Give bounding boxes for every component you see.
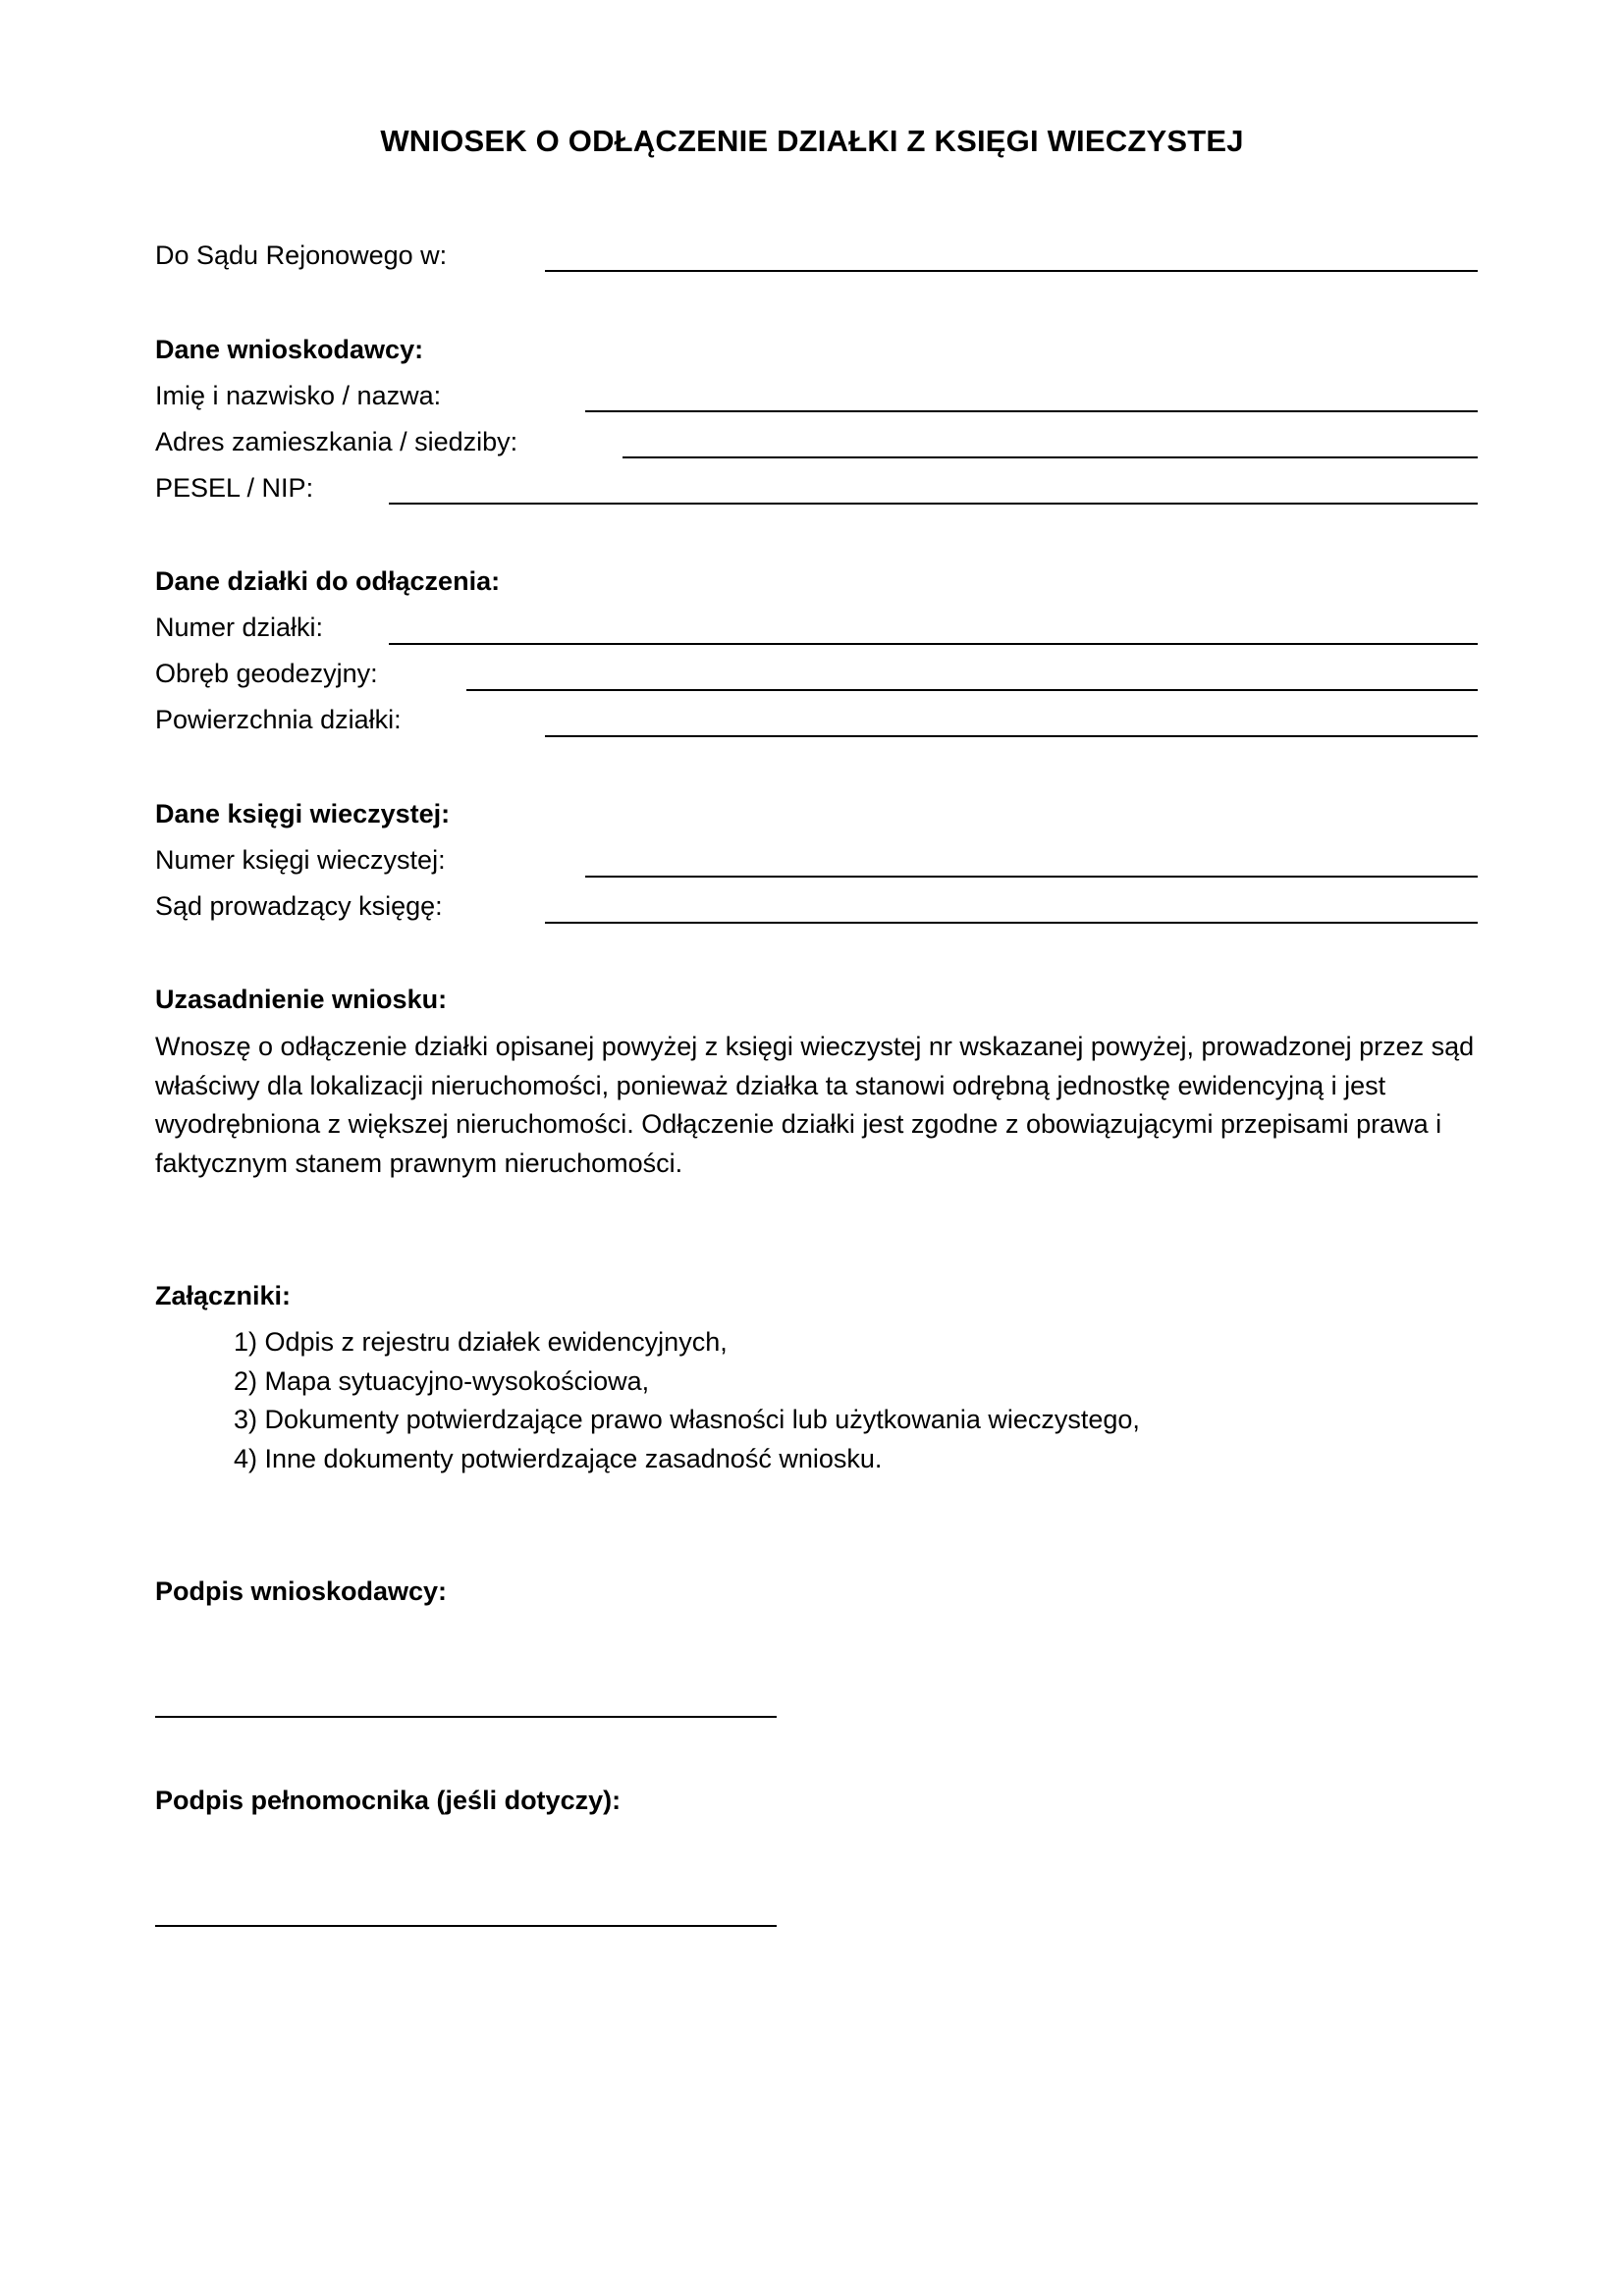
land-register-heading: Dane księgi wieczystej: (155, 799, 451, 828)
justification-heading: Uzasadnienie wniosku: (155, 985, 448, 1014)
plot-number-label: Numer działki: (155, 613, 324, 642)
plot-area-label: Powierzchnia działki: (155, 705, 402, 734)
applicant-signature-line[interactable] (155, 1716, 777, 1718)
attorney-signature-line[interactable] (155, 1925, 777, 1927)
list-item: 1) Odpis z rejestru działek ewidencyjnych, (234, 1327, 728, 1357)
applicant-id-label: PESEL / NIP: (155, 473, 314, 503)
applicant-signature-heading: Podpis wnioskodawcy: (155, 1576, 448, 1606)
plot-area-field-line[interactable] (545, 735, 1478, 737)
land-register-court-field-line[interactable] (545, 922, 1478, 924)
plot-precinct-field-line[interactable] (466, 689, 1478, 691)
plot-heading: Dane działki do odłączenia: (155, 566, 501, 596)
land-register-court-label: Sąd prowadzący księgę: (155, 891, 443, 921)
court-label: Do Sądu Rejonowego w: (155, 240, 448, 270)
applicant-name-label: Imię i nazwisko / nazwa: (155, 381, 442, 410)
applicant-heading: Dane wnioskodawcy: (155, 335, 424, 364)
document-title: WNIOSEK O ODŁĄCZENIE DZIAŁKI Z KSIĘGI WIECZYSTEJ (380, 124, 1244, 158)
list-item: 3) Dokumenty potwierdzające prawo własności lub użytkowania wieczystego, (234, 1405, 1140, 1434)
list-item: 4) Inne dokumenty potwierdzające zasadność wniosku. (234, 1443, 883, 1473)
applicant-name-field-line[interactable] (585, 410, 1478, 412)
attorney-signature-heading: Podpis pełnomocnika (jeśli dotyczy): (155, 1786, 622, 1815)
land-register-number-field-line[interactable] (585, 876, 1478, 878)
court-field-line[interactable] (545, 270, 1478, 272)
plot-number-field-line[interactable] (389, 643, 1478, 645)
plot-precinct-label: Obręb geodezyjny: (155, 659, 378, 688)
applicant-id-field-line[interactable] (389, 503, 1478, 505)
applicant-address-label: Adres zamieszkania / siedziby: (155, 427, 518, 456)
attachments-heading: Załączniki: (155, 1281, 292, 1310)
attachments-list (234, 1323, 1140, 1478)
list-item: 2) Mapa sytuacyjno-wysokościowa, (234, 1365, 650, 1396)
land-register-number-label: Numer księgi wieczystej: (155, 845, 446, 875)
applicant-address-field-line[interactable] (623, 456, 1478, 458)
justification-text: Wnoszę o odłączenie działki opisanej powyżej z księgi wieczystej nr wskazanej powyżej, prowadzonej przez sąd właściwy dla lokalizacji nieruchomości, ponieważ działka ta stanowi odrębną jednostkę ewidencyjną i jest wyodrębniona z większej nieruchomości. Odłączenie działki jest zgodne z obowiązującymi przepisami prawa i faktycznym stanem prawnym nieruchomości. (155, 1032, 1475, 1178)
